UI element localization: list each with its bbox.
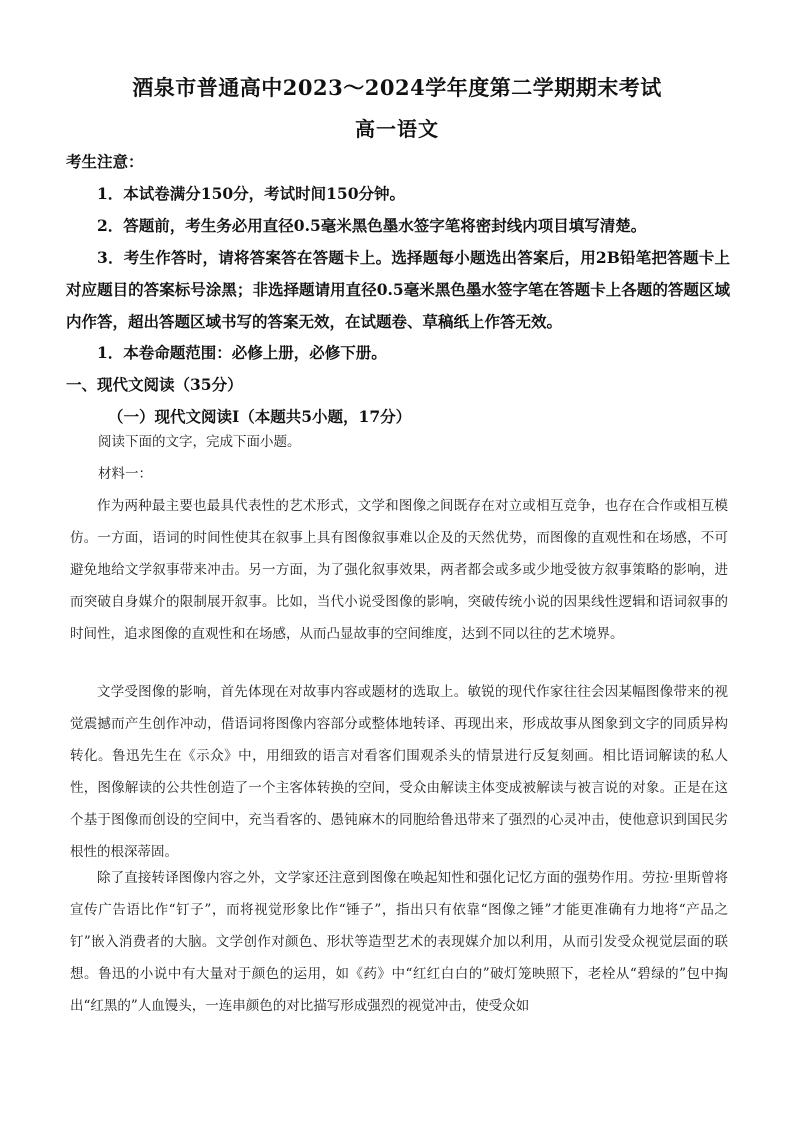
notice-item-2: 2．答题前，考生务必用直径0.5毫米黑色墨水签字笔将密封线内项目填写清楚。 [97, 216, 647, 235]
notice-item-3: 3．考生作答时，请将答案答在答题卡上。选择题每小题选出答案后，用2B铅笔把答题卡上对应题目的答案标号涂黑；非选择题请用直径0.5毫米黑色墨水签字笔在答题卡上各题的答题区域内作答，超出答题区域书写的答案无效，在试题卷、草稿纸上作答无效。 [66, 248, 730, 331]
paragraph-2: 文学受图像的影响，首先体现在对故事内容或题材的选取上。敏锐的现代作家往往会因某幅图像带来的视觉震撼而产生创作冲动，借语词将图像内容部分或整体地转译、再现出来，形成故事从图象到文字的同质异构转化。鲁迅先生在《示众》中，用细致的语言对看客们围观杀头的情景进行反复刻画。相比语词解读的私人性，图像解读的公共性创造了一个主客体转换的空间，受众由解读主体变成被解读与被言说的对象。正是在这个基于图像而创设的空间中，充当看客的、愚钝麻木的同胞给鲁迅带来了强烈的心灵冲击，使他意识到国民劣根性的根深蒂固。 [70, 684, 728, 860]
reading-instruction: 阅读下面的文字，完成下面小题。 [98, 434, 301, 450]
notice-item-1: 1．本试卷满分150分，考试时间150分钟。 [97, 184, 405, 203]
exam-subtitle: 高一语文 [355, 117, 439, 141]
material-label: 材料一： [98, 466, 152, 482]
paragraph-3: 除了直接转译图像内容之外，文学家还注意到图像在唤起知性和强化记忆方面的强势作用。劳拉·里斯曾将宣传广告语比作“钉子”，而将视觉形象比作“锤子”，指出只有依靠“图像之锤”才能更准确有力地将“产品之钉”嵌入消费者的大脑。文学创作对颜色、形状等造型艺术的表现媒介加以利用，从而引发受众视觉层面的联想。鲁迅的小说中有大量对于颜色的运用，如《药》中“红红白白的”破灯笼映照下，老栓从“碧绿的”包中掏出“红黑的”人血馒头，一连串颜色的对比描写形成强烈的视觉冲击，使受众如 [70, 870, 728, 1014]
exam-title: 酒泉市普通高中2023～2024学年度第二学期期末考试 [132, 75, 662, 100]
section-subheading: （一）现代文阅读Ⅰ（本题共5小题，17分） [108, 407, 412, 426]
section-heading: 一、现代文阅读（35分） [66, 375, 243, 394]
notice-heading: 考生注意： [66, 152, 144, 171]
paragraph-1: 作为两种最主要也最具代表性的艺术形式，文学和图像之间既存在对立或相互竞争，也存在合作或相互模仿。一方面，语词的时间性使其在叙事上具有图像叙事难以企及的天然优势，而图像的直观性和在场感，不可避免地给文学叙事带来冲击。另一方面，为了强化叙事效果，两者都会或多或少地受彼方叙事策略的影响，进而突破自身媒介的限制展开叙事。比如，当代小说受图像的影响，突破传统小说的因果线性逻辑和语词叙事的时间性，追求图像的直观性和在场感，从而凸显故事的空间维度，达到不同以往的艺术境界。 [70, 498, 728, 642]
notice-item-4: 1．本卷命题范围：必修上册，必修下册。 [97, 343, 387, 362]
